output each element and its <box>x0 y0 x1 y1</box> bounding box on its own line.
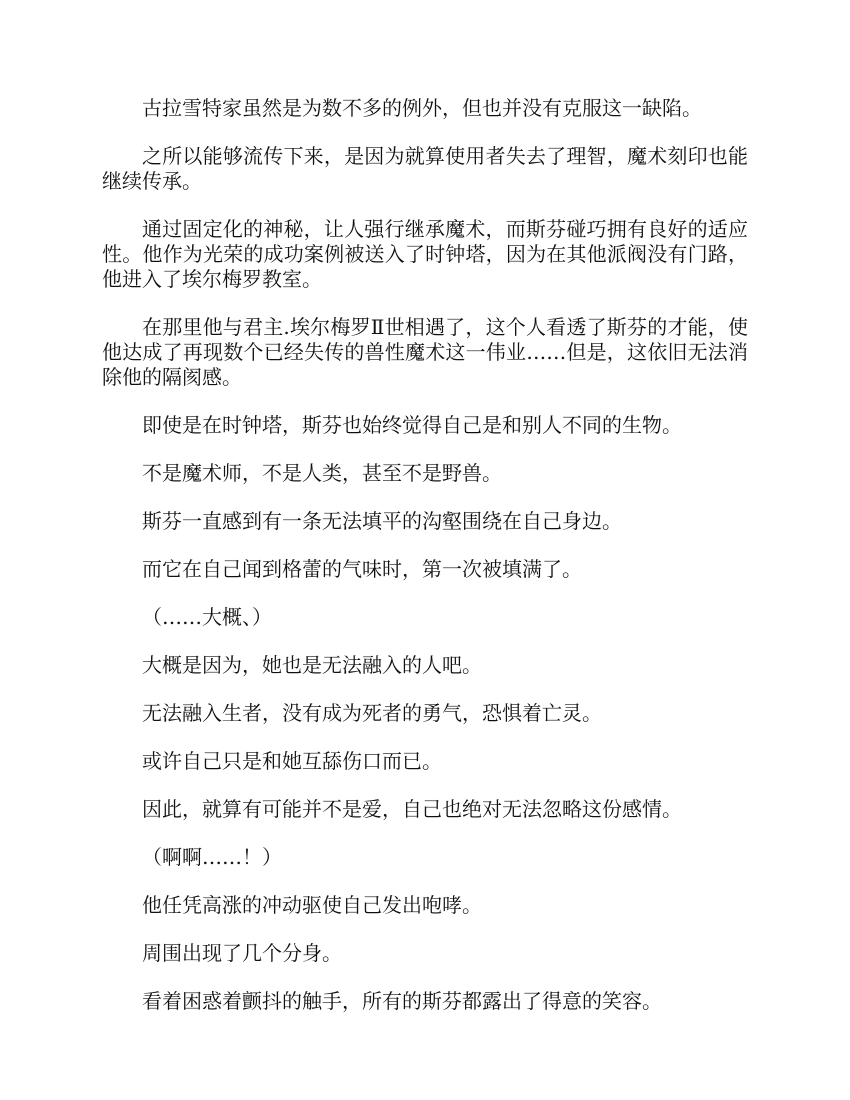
paragraph-8: 而它在自己闻到格蕾的气味时，第一次被填满了。 <box>142 557 582 581</box>
paragraph-5: 即使是在时钟塔，斯芬也始终觉得自己是和别人不同的生物。 <box>142 413 682 437</box>
paragraph-13: 因此，就算有可能并不是爱，自己也绝对无法忽略这份感情。 <box>142 797 682 821</box>
paragraph-15: 他任凭高涨的冲动驱使自己发出咆哮。 <box>142 893 482 917</box>
paragraph-3: 通过固定化的神秘，让人强行继承魔术，而斯芬碰巧拥有良好的适应性。他作为光荣的成功案例被送入了时钟塔，因为在其他派阀没有门路，他进入了埃尔梅罗教室。 <box>102 217 748 291</box>
paragraph-4: 在那里他与君主.埃尔梅罗Ⅱ世相遇了，这个人看透了斯芬的才能，使他达成了再现数个已经失传的兽性魔术这一伟业……但是，这依旧无法消除他的隔阂感。 <box>102 315 748 389</box>
paragraph-11: 无法融入生者，没有成为死者的勇气，恐惧着亡灵。 <box>142 701 602 725</box>
paragraph-2: 之所以能够流传下来，是因为就算使用者失去了理智，魔术刻印也能继续传承。 <box>102 144 748 193</box>
paragraph-12: 或许自己只是和她互舔伤口而已。 <box>142 749 442 773</box>
paragraph-6: 不是魔术师，不是人类，甚至不是野兽。 <box>142 461 502 485</box>
paragraph-9: （……大概、） <box>142 605 272 629</box>
paragraph-14: （啊啊……！） <box>142 845 282 869</box>
paragraph-10: 大概是因为，她也是无法融入的人吧。 <box>142 653 482 677</box>
paragraph-7: 斯芬一直感到有一条无法填平的沟壑围绕在自己身边。 <box>142 509 622 533</box>
paragraph-1: 古拉雪特家虽然是为数不多的例外，但也并没有克服这一缺陷。 <box>142 96 702 120</box>
paragraph-16: 周围出现了几个分身。 <box>142 941 342 965</box>
document-page <box>102 96 748 1037</box>
paragraph-17: 看着困惑着颤抖的触手，所有的斯芬都露出了得意的笑容。 <box>142 989 662 1013</box>
